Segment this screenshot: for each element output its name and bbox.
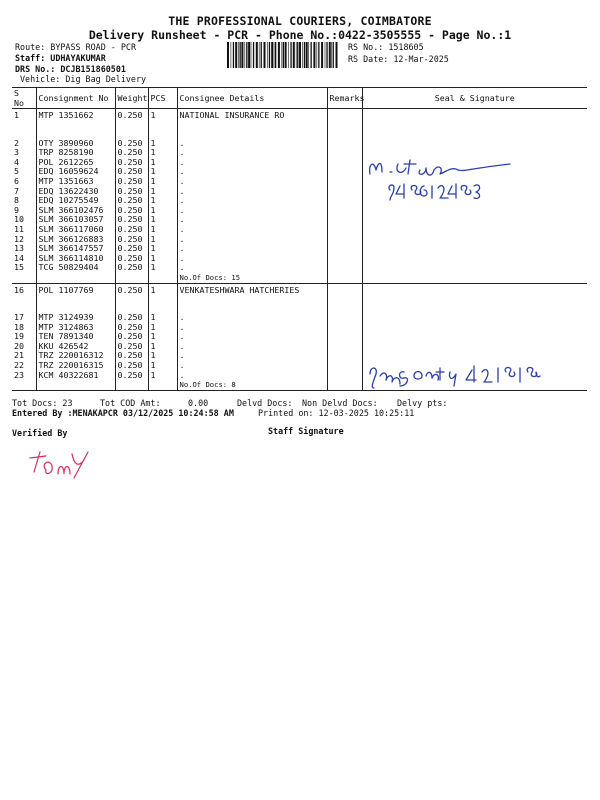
barcode-bar xyxy=(275,42,276,68)
cell-remarks xyxy=(327,244,362,254)
cell-remarks xyxy=(327,187,362,197)
table-spacer-row xyxy=(12,121,587,139)
cell-details: . xyxy=(177,187,327,197)
cell-empty xyxy=(36,380,115,390)
barcode-bar xyxy=(231,42,232,68)
verifier-signature xyxy=(28,444,98,484)
barcode-bar xyxy=(296,42,297,68)
cell-remarks xyxy=(327,323,362,333)
cell-details: NATIONAL INSURANCE RO xyxy=(177,109,327,121)
cell-remarks xyxy=(327,283,362,295)
cell-empty xyxy=(12,273,36,283)
cell-weight: 0.250 xyxy=(115,323,148,333)
cell-cons: KCM 40322681 xyxy=(36,371,115,381)
cell-pcs: 1 xyxy=(148,332,177,342)
cell-seal xyxy=(362,263,587,273)
cell-weight: 0.250 xyxy=(115,254,148,264)
cell-weight: 0.250 xyxy=(115,371,148,381)
col-header-consignment: Consignment No xyxy=(36,88,115,109)
cell-cons: TRP 8258190 xyxy=(36,148,115,158)
cell-details: . xyxy=(177,351,327,361)
barcode-bar xyxy=(248,42,250,68)
col-header-seal: Seal & Signature xyxy=(362,88,587,109)
cell-weight: 0.250 xyxy=(115,167,148,177)
cell-remarks xyxy=(327,206,362,216)
cell-empty xyxy=(148,273,177,283)
cell-empty xyxy=(148,380,177,390)
barcode-bar xyxy=(259,42,260,68)
cell-weight: 0.250 xyxy=(115,187,148,197)
cell-details: . xyxy=(177,148,327,158)
cell-seal xyxy=(362,235,587,245)
cell-sno: 20 xyxy=(12,342,36,352)
cell-seal xyxy=(362,332,587,342)
cell-cons: OTY 3890960 xyxy=(36,139,115,149)
barcode-bar xyxy=(256,42,258,68)
cell-empty xyxy=(36,273,115,283)
cell-empty xyxy=(362,295,587,313)
cell-cons: MTP 3124939 xyxy=(36,313,115,323)
cell-empty xyxy=(36,121,115,139)
cell-details: . xyxy=(177,332,327,342)
cell-seal xyxy=(362,254,587,264)
col-header-pcs: PCS xyxy=(148,88,177,109)
barcode-bar xyxy=(290,42,291,68)
cell-weight: 0.250 xyxy=(115,139,148,149)
non-delvd-docs: Non Delvd Docs: xyxy=(302,398,378,408)
rs-date: RS Date: 12-Mar-2025 xyxy=(348,54,449,64)
cell-seal xyxy=(362,323,587,333)
barcode-bar xyxy=(269,42,270,68)
cell-cons: SLM 366147557 xyxy=(36,244,115,254)
barcode-bar xyxy=(318,42,319,68)
cell-details: . xyxy=(177,244,327,254)
tot-cod-label: Tot COD Amt: xyxy=(100,398,161,408)
barcode-bar xyxy=(299,42,301,68)
delvy-pts: Delvy pts: xyxy=(397,398,448,408)
cell-pcs: 1 xyxy=(148,196,177,206)
barcode-bar xyxy=(246,42,247,68)
cell-sno: 4 xyxy=(12,158,36,168)
barcode-bar xyxy=(297,42,298,68)
cell-pcs: 1 xyxy=(148,148,177,158)
barcode-bar xyxy=(235,42,237,68)
cell-seal xyxy=(362,225,587,235)
barcode-bar xyxy=(253,42,254,68)
cell-details: . xyxy=(177,139,327,149)
cell-weight: 0.250 xyxy=(115,215,148,225)
delvd-docs: Delvd Docs: xyxy=(237,398,293,408)
cell-weight: 0.250 xyxy=(115,313,148,323)
cell-pcs: 1 xyxy=(148,206,177,216)
cell-sno: 10 xyxy=(12,215,36,225)
cell-sno: 18 xyxy=(12,323,36,333)
cell-empty xyxy=(115,295,148,313)
cell-weight: 0.250 xyxy=(115,177,148,187)
cell-details: . xyxy=(177,361,327,371)
cell-pcs: 1 xyxy=(148,351,177,361)
cell-pcs: 1 xyxy=(148,313,177,323)
barcode-bar xyxy=(336,42,338,68)
recipient-signature-2 xyxy=(364,354,564,390)
cell-empty xyxy=(115,121,148,139)
cell-details: . xyxy=(177,225,327,235)
cell-cons: SLM 366102476 xyxy=(36,206,115,216)
cell-cons: MTP 1351663 xyxy=(36,177,115,187)
cell-seal xyxy=(362,215,587,225)
barcode-bar xyxy=(304,42,305,68)
cell-pcs: 1 xyxy=(148,323,177,333)
cell-empty xyxy=(177,121,327,139)
cell-remarks xyxy=(327,109,362,121)
cell-sno: 7 xyxy=(12,187,36,197)
cell-cons: SLM 366117060 xyxy=(36,225,115,235)
barcode-bar xyxy=(308,42,309,68)
barcode-bar xyxy=(306,42,308,68)
col-header-sno: S No xyxy=(12,88,36,109)
barcode-bar xyxy=(326,42,327,68)
cell-empty xyxy=(12,121,36,139)
cell-cons: EDQ 16059624 xyxy=(36,167,115,177)
cell-cons: TRZ 220016312 xyxy=(36,351,115,361)
cell-pcs: 1 xyxy=(148,263,177,273)
barcode-icon xyxy=(227,42,340,68)
barcode-bar xyxy=(261,42,262,68)
cell-remarks xyxy=(327,167,362,177)
cell-remarks xyxy=(327,148,362,158)
cell-sno: 6 xyxy=(12,177,36,187)
cell-pcs: 1 xyxy=(148,109,177,121)
cell-remarks xyxy=(327,235,362,245)
cell-pcs: 1 xyxy=(148,342,177,352)
cell-sno: 2 xyxy=(12,139,36,149)
cell-pcs: 1 xyxy=(148,158,177,168)
barcode-bar xyxy=(238,42,239,68)
barcode-bar xyxy=(317,42,318,68)
barcode-bar xyxy=(251,42,252,68)
cell-empty xyxy=(12,380,36,390)
cell-seal xyxy=(362,109,587,121)
cell-details: . xyxy=(177,177,327,187)
cell-empty xyxy=(362,273,587,283)
table-row xyxy=(12,323,587,333)
cell-remarks xyxy=(327,263,362,273)
cell-cons: TCG 50829404 xyxy=(36,263,115,273)
table-row xyxy=(12,332,587,342)
cell-remarks xyxy=(327,254,362,264)
rs-number: RS No.: 1518605 xyxy=(348,42,424,52)
cell-remarks xyxy=(327,225,362,235)
cell-weight: 0.250 xyxy=(115,332,148,342)
cell-remarks xyxy=(327,158,362,168)
barcode-bar xyxy=(282,42,283,68)
cell-remarks xyxy=(327,361,362,371)
barcode-bar xyxy=(264,42,266,68)
barcode-bar xyxy=(311,42,312,68)
table-spacer-row xyxy=(12,295,587,313)
no-of-docs: No.Of Docs: 15 xyxy=(177,273,327,283)
cell-sno: 11 xyxy=(12,225,36,235)
cell-weight: 0.250 xyxy=(115,361,148,371)
barcode-bar xyxy=(321,42,323,68)
no-of-docs: No.Of Docs: 8 xyxy=(177,380,327,390)
cell-weight: 0.250 xyxy=(115,225,148,235)
cell-empty xyxy=(115,380,148,390)
table-row xyxy=(12,313,587,323)
cell-details: . xyxy=(177,196,327,206)
barcode-bar xyxy=(325,42,326,68)
cell-seal xyxy=(362,342,587,352)
cell-details: VENKATESHWARA HATCHERIES xyxy=(177,283,327,295)
barcode-bar xyxy=(283,42,284,68)
cell-cons: MTP 1351662 xyxy=(36,109,115,121)
cell-sno: 13 xyxy=(12,244,36,254)
cell-empty xyxy=(115,273,148,283)
recipient-signature-1 xyxy=(360,150,530,210)
barcode-bar xyxy=(271,42,273,68)
cell-remarks xyxy=(327,351,362,361)
cell-cons: TEN 7891340 xyxy=(36,332,115,342)
cell-empty xyxy=(148,121,177,139)
table-row xyxy=(12,283,587,295)
cell-cons: KKU 426542 xyxy=(36,342,115,352)
cell-sno: 14 xyxy=(12,254,36,264)
barcode-bar xyxy=(240,42,241,68)
cell-pcs: 1 xyxy=(148,177,177,187)
table-row xyxy=(12,263,587,273)
barcode-bar xyxy=(245,42,246,68)
barcode-bar xyxy=(285,42,287,68)
cell-empty xyxy=(327,273,362,283)
cell-sno: 8 xyxy=(12,196,36,206)
table-row xyxy=(12,109,587,121)
route-label: Route: BYPASS ROAD - PCR xyxy=(15,42,137,52)
cell-remarks xyxy=(327,332,362,342)
vehicle-label: Vehicle: Dig Bag Delivery xyxy=(20,74,147,84)
barcode-bar xyxy=(313,42,315,68)
cell-weight: 0.250 xyxy=(115,109,148,121)
barcode-bar xyxy=(233,42,234,68)
col-header-remarks: Remarks xyxy=(327,88,362,109)
cell-remarks xyxy=(327,139,362,149)
cell-cons: POL 2612265 xyxy=(36,158,115,168)
cell-details: . xyxy=(177,235,327,245)
cell-remarks xyxy=(327,196,362,206)
cell-seal xyxy=(362,283,587,295)
barcode-bar xyxy=(329,42,331,68)
cell-sno: 17 xyxy=(12,313,36,323)
cell-sno: 12 xyxy=(12,235,36,245)
cell-seal xyxy=(362,244,587,254)
cell-sno: 19 xyxy=(12,332,36,342)
cell-cons: SLM 366126883 xyxy=(36,235,115,245)
barcode-bar xyxy=(227,42,229,68)
cell-seal xyxy=(362,139,587,149)
cell-pcs: 1 xyxy=(148,244,177,254)
tot-cod-value: 0.00 xyxy=(188,398,209,408)
cell-weight: 0.250 xyxy=(115,351,148,361)
cell-cons: EDQ 10275549 xyxy=(36,196,115,206)
staff-signature-label: Staff Signature xyxy=(268,426,344,436)
cell-cons: SLM 366114810 xyxy=(36,254,115,264)
cell-empty xyxy=(36,295,115,313)
runsheet-table xyxy=(12,87,587,391)
cell-seal xyxy=(362,313,587,323)
entered-by: Entered By :MENAKAPCR 03/12/2025 10:24:58 AM xyxy=(12,408,234,418)
cell-weight: 0.250 xyxy=(115,244,148,254)
cell-weight: 0.250 xyxy=(115,342,148,352)
cell-weight: 0.250 xyxy=(115,158,148,168)
printed-on: Printed on: 12-03-2025 10:25:11 xyxy=(258,408,415,418)
cell-details: . xyxy=(177,254,327,264)
cell-empty xyxy=(148,295,177,313)
drs-number: DRS No.: DCJB151860501 xyxy=(15,64,126,74)
cell-sno: 3 xyxy=(12,148,36,158)
cell-pcs: 1 xyxy=(148,139,177,149)
cell-pcs: 1 xyxy=(148,235,177,245)
table-row xyxy=(12,254,587,264)
barcode-bar xyxy=(331,42,332,68)
cell-sno: 23 xyxy=(12,371,36,381)
cell-sno: 9 xyxy=(12,206,36,216)
cell-sno: 5 xyxy=(12,167,36,177)
cell-cons: EDQ 13622430 xyxy=(36,187,115,197)
cell-pcs: 1 xyxy=(148,371,177,381)
cell-cons: TRZ 220016315 xyxy=(36,361,115,371)
barcode-bar xyxy=(274,42,275,68)
cell-weight: 0.250 xyxy=(115,148,148,158)
cell-details: . xyxy=(177,167,327,177)
cell-cons: POL 1107769 xyxy=(36,283,115,295)
table-row xyxy=(12,139,587,149)
barcode-bar xyxy=(302,42,303,68)
cell-details: . xyxy=(177,313,327,323)
cell-empty xyxy=(327,295,362,313)
cell-pcs: 1 xyxy=(148,361,177,371)
cell-remarks xyxy=(327,371,362,381)
cell-sno: 21 xyxy=(12,351,36,361)
cell-details: . xyxy=(177,323,327,333)
cell-weight: 0.250 xyxy=(115,263,148,273)
barcode-bar xyxy=(278,42,280,68)
cell-details: . xyxy=(177,371,327,381)
cell-empty xyxy=(12,295,36,313)
group-summary-row xyxy=(12,273,587,283)
cell-sno: 16 xyxy=(12,283,36,295)
page-title: THE PROFESSIONAL COURIERS, COIMBATORE xyxy=(168,14,432,28)
barcode-bar xyxy=(267,42,268,68)
barcode-bar xyxy=(293,42,295,68)
cell-sno: 1 xyxy=(12,109,36,121)
cell-remarks xyxy=(327,215,362,225)
cell-weight: 0.250 xyxy=(115,235,148,245)
cell-empty xyxy=(362,121,587,139)
cell-remarks xyxy=(327,177,362,187)
staff-label: Staff: UDHAYAKUMAR xyxy=(15,53,106,63)
cell-pcs: 1 xyxy=(148,167,177,177)
table-header-row xyxy=(12,88,587,109)
cell-cons: MTP 3124863 xyxy=(36,323,115,333)
cell-pcs: 1 xyxy=(148,225,177,235)
page-subtitle: Delivery Runsheet - PCR - Phone No.:0422-3505555 - Page No.:1 xyxy=(88,28,512,42)
cell-sno: 22 xyxy=(12,361,36,371)
col-header-consignee: Consignee Details xyxy=(177,88,327,109)
cell-pcs: 1 xyxy=(148,283,177,295)
cell-details: . xyxy=(177,215,327,225)
barcode-bar xyxy=(288,42,289,68)
cell-details: . xyxy=(177,206,327,216)
cell-pcs: 1 xyxy=(148,215,177,225)
cell-weight: 0.250 xyxy=(115,283,148,295)
verified-by-label: Verified By xyxy=(12,428,68,438)
tot-docs: Tot Docs: 23 xyxy=(12,398,73,408)
cell-details: . xyxy=(177,342,327,352)
cell-weight: 0.250 xyxy=(115,196,148,206)
cell-empty xyxy=(327,121,362,139)
cell-weight: 0.250 xyxy=(115,206,148,216)
barcode-bar xyxy=(333,42,334,68)
cell-details: . xyxy=(177,158,327,168)
col-header-weight: Weight xyxy=(115,88,148,109)
cell-empty xyxy=(177,295,327,313)
cell-remarks xyxy=(327,313,362,323)
barcode-bar xyxy=(241,42,243,68)
cell-pcs: 1 xyxy=(148,187,177,197)
cell-empty xyxy=(327,380,362,390)
cell-remarks xyxy=(327,342,362,352)
cell-details: . xyxy=(177,263,327,273)
cell-sno: 15 xyxy=(12,263,36,273)
cell-cons: SLM 366103057 xyxy=(36,215,115,225)
cell-pcs: 1 xyxy=(148,254,177,264)
